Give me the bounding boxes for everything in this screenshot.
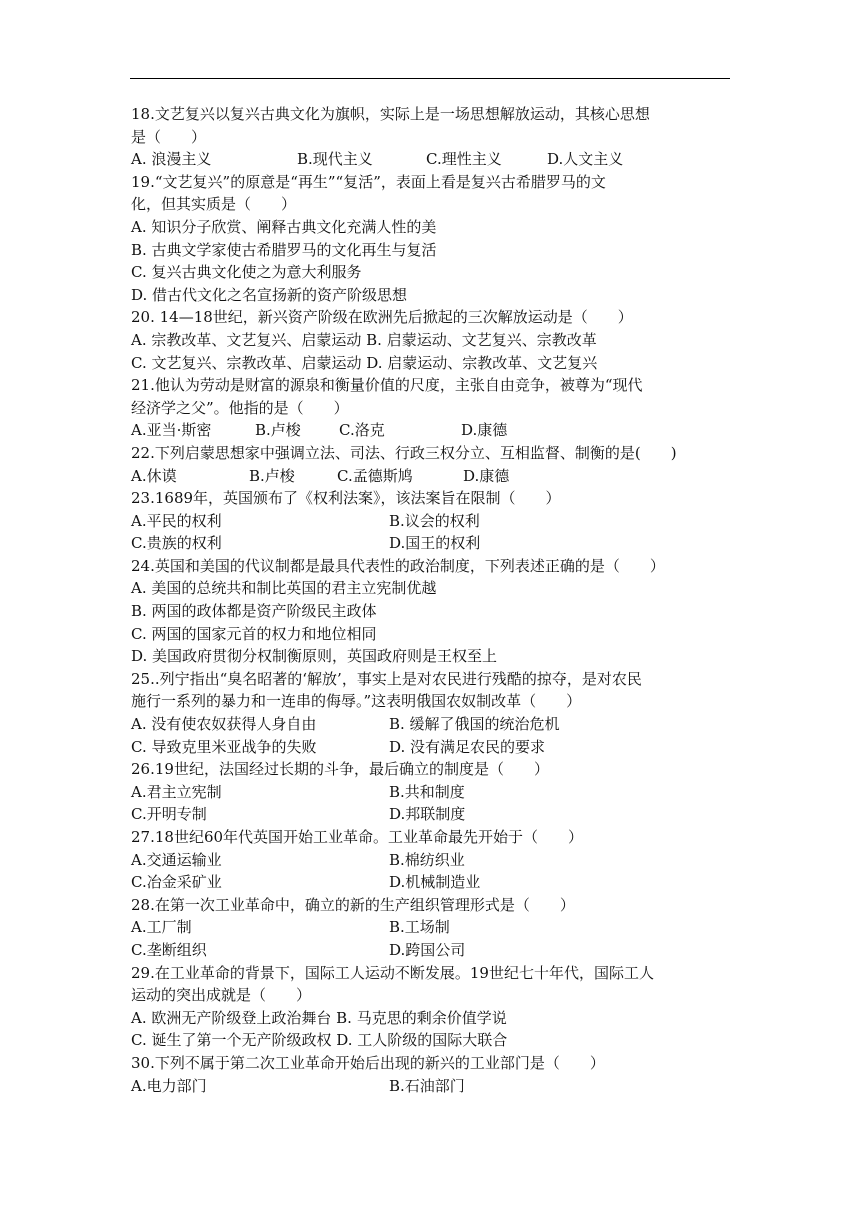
options-row bbox=[131, 736, 731, 759]
question-19 bbox=[131, 171, 731, 307]
option-d: D.人文主义 bbox=[547, 150, 624, 169]
options-row bbox=[131, 510, 731, 533]
options-row bbox=[131, 849, 731, 872]
option-a: A. 美国的总统共和制比英国的君主立宪制优越 bbox=[131, 579, 437, 598]
options-row bbox=[131, 781, 731, 804]
question-list bbox=[131, 103, 731, 1097]
question-stem: 22.下列启蒙思想家中强调立法、司法、行政三权分立、互相监督、制衡的是( ) bbox=[131, 443, 677, 462]
question-stem: 20. 14—18世纪，新兴资产阶级在欧洲先后掀起的三次解放运动是（ ） bbox=[131, 308, 633, 327]
options-row bbox=[131, 532, 731, 555]
question-stem: 28.在第一次工业革命中，确立的新的生产组织管理形式是（ ） bbox=[131, 895, 575, 914]
options-ab: A. 欧洲无产阶级登上政治舞台 B. 马克思的剩余价值学说 bbox=[131, 1008, 507, 1027]
options-cd: C. 文艺复兴、宗教改革、启蒙运动 D. 启蒙运动、宗教改革、文艺复兴 bbox=[131, 353, 598, 372]
option-c: C.洛克 bbox=[339, 421, 385, 440]
question-stem: 21.他认为劳动是财富的源泉和衡量价值的尺度，主张自由竞争，被尊为“现代 bbox=[131, 376, 643, 395]
option-c: C.贵族的权利 bbox=[131, 534, 222, 553]
option-d: D. 没有满足农民的要求 bbox=[389, 737, 546, 756]
option-d: D.国王的权利 bbox=[389, 534, 481, 553]
option-b: B.议会的权利 bbox=[389, 511, 480, 530]
option-b: B.工场制 bbox=[389, 918, 450, 937]
question-27 bbox=[131, 826, 731, 894]
question-stem: 经济学之父”。他指的是（ ） bbox=[131, 398, 349, 417]
option-b: B.棉纺织业 bbox=[389, 850, 465, 869]
header-rule bbox=[130, 78, 730, 79]
option-d: D.邦联制度 bbox=[389, 805, 466, 824]
question-24 bbox=[131, 555, 731, 668]
question-stem: 24.英国和美国的代议制都是最具代表性的政治制度，下列表述正确的是（ ） bbox=[131, 556, 665, 575]
options-row bbox=[131, 465, 731, 488]
option-c: C. 两国的国家元首的权力和地位相同 bbox=[131, 624, 377, 643]
question-29 bbox=[131, 962, 731, 1052]
question-26 bbox=[131, 758, 731, 826]
option-d: D. 借古代文化之名宣扬新的资产阶级思想 bbox=[131, 285, 408, 304]
question-stem: 18.文艺复兴以复兴古典文化为旗帜，实际上是一场思想解放运动，其核心思想 bbox=[131, 105, 650, 123]
option-a: A.君主立宪制 bbox=[131, 782, 222, 801]
question-30 bbox=[131, 1052, 731, 1097]
option-c: C. 导致克里米亚战争的失败 bbox=[131, 737, 317, 756]
option-b: B. 缓解了俄国的统治危机 bbox=[389, 715, 560, 734]
options-row bbox=[131, 148, 731, 171]
question-22 bbox=[131, 442, 731, 487]
options-row bbox=[131, 419, 731, 442]
question-25 bbox=[131, 668, 731, 758]
option-d: D.机械制造业 bbox=[389, 873, 481, 892]
question-23 bbox=[131, 487, 731, 555]
options-ab: A. 宗教改革、文艺复兴、启蒙运动 B. 启蒙运动、文艺复兴、宗教改革 bbox=[131, 330, 597, 349]
question-stem: 化，但其实质是（ ） bbox=[131, 195, 297, 214]
option-d: D.康德 bbox=[463, 466, 510, 485]
option-a: A.工厂制 bbox=[131, 918, 192, 937]
question-20 bbox=[131, 306, 731, 374]
question-stem: 27.18世纪60年代英国开始工业革命。工业革命最先开始于（ ） bbox=[131, 828, 584, 846]
question-18 bbox=[131, 103, 731, 171]
options-row bbox=[131, 1075, 731, 1098]
options-row bbox=[131, 871, 731, 894]
question-stem: 19.“文艺复兴”的原意是“再生”“复活”，表面上看是复兴古希腊罗马的文 bbox=[131, 172, 606, 191]
options-row bbox=[131, 916, 731, 939]
question-stem: 25..列宁指出“臭名昭著的‘解放’，事实上是对农民进行残酷的掠夺，是对农民 bbox=[131, 669, 642, 688]
option-c: C. 复兴古典文化使之为意大利服务 bbox=[131, 263, 362, 282]
question-stem: 30.下列不属于第二次工业革命开始后出现的新兴的工业部门是（ ） bbox=[131, 1053, 605, 1072]
option-b: B.卢梭 bbox=[255, 421, 301, 440]
option-a: A.交通运输业 bbox=[131, 850, 222, 869]
option-a: A. 知识分子欣赏、阐释古典文化充满人性的美 bbox=[131, 217, 437, 236]
option-c: C.理性主义 bbox=[426, 150, 502, 169]
option-c: C.垄断组织 bbox=[131, 940, 207, 959]
option-c: C.孟德斯鸠 bbox=[337, 466, 413, 485]
question-21 bbox=[131, 374, 731, 442]
option-d: D.跨国公司 bbox=[389, 940, 466, 959]
question-stem: 施行一系列的暴力和一连串的侮辱。”这表明俄国农奴制改革（ ） bbox=[131, 692, 582, 711]
option-b: B.共和制度 bbox=[389, 782, 465, 801]
question-stem: 29.在工业革命的背景下，国际工人运动不断发展。19世纪七十年代，国际工人 bbox=[131, 963, 654, 982]
option-b: B.现代主义 bbox=[297, 150, 373, 169]
option-c: C.冶金采矿业 bbox=[131, 873, 222, 892]
option-b: B. 两国的政体都是资产阶级民主政体 bbox=[131, 602, 377, 621]
option-a: A.电力部门 bbox=[131, 1076, 207, 1095]
option-d: D.康德 bbox=[461, 421, 508, 440]
options-row bbox=[131, 803, 731, 826]
question-28 bbox=[131, 894, 731, 962]
options-row bbox=[131, 713, 731, 736]
option-a: A.亚当·斯密 bbox=[131, 421, 212, 440]
question-stem: 运动的突出成就是（ ） bbox=[131, 986, 312, 1005]
option-b: B.卢梭 bbox=[249, 466, 295, 485]
options-cd: C. 诞生了第一个无产阶级政权 D. 工人阶级的国际大联合 bbox=[131, 1031, 508, 1050]
option-a: A.休谟 bbox=[131, 466, 177, 485]
option-b: B.石油部门 bbox=[389, 1076, 465, 1095]
option-a: A. 浪漫主义 bbox=[131, 150, 212, 169]
option-a: A.平民的权利 bbox=[131, 511, 222, 530]
question-stem: 26.19世纪，法国经过长期的斗争，最后确立的制度是（ ） bbox=[131, 760, 549, 779]
question-stem: 23.1689年，英国颁布了《权利法案》，该法案旨在限制（ ） bbox=[131, 489, 561, 508]
question-stem: 是（ ） bbox=[131, 127, 207, 146]
option-b: B. 古典文学家使古希腊罗马的文化再生与复活 bbox=[131, 240, 437, 259]
option-d: D. 美国政府贯彻分权制衡原则，英国政府则是王权至上 bbox=[131, 647, 498, 666]
options-row bbox=[131, 939, 731, 962]
option-c: C.开明专制 bbox=[131, 805, 207, 824]
option-a: A. 没有使农奴获得人身自由 bbox=[131, 715, 317, 734]
